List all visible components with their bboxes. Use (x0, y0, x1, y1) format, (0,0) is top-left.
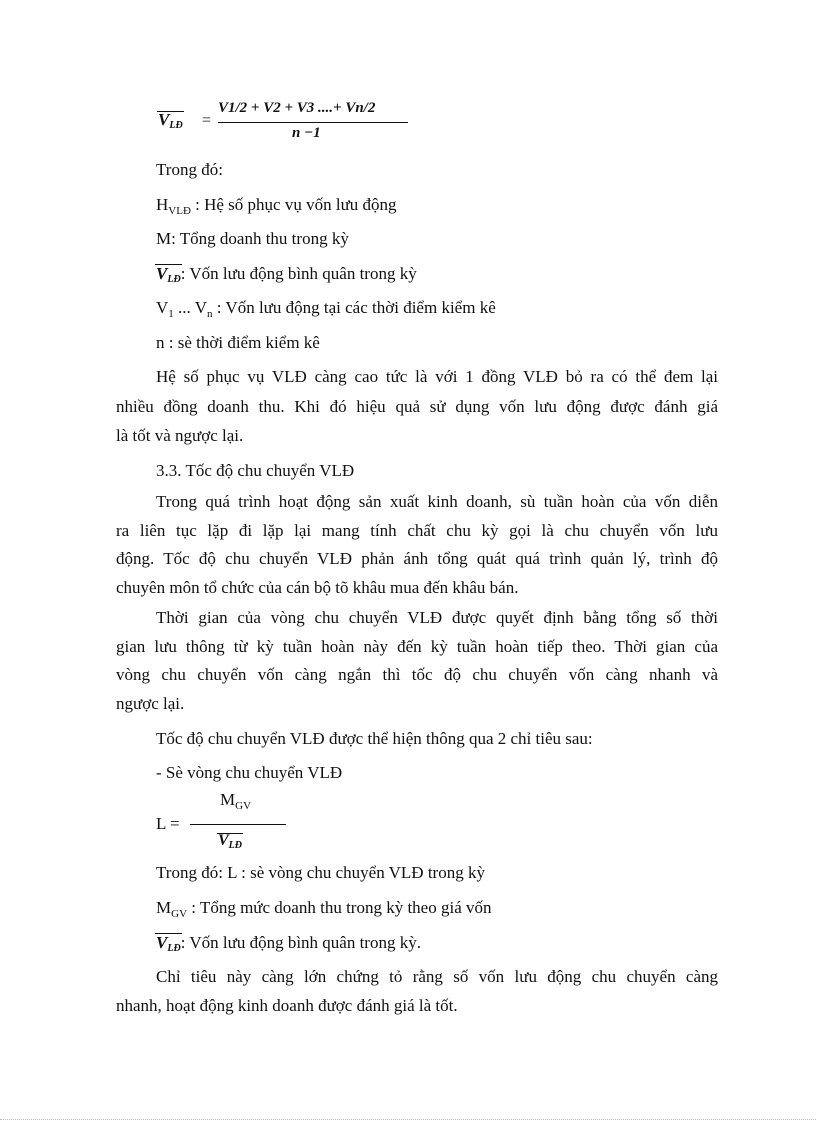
bullet-turnover-count: - Sè vòng chu chuyển VLĐ (156, 763, 343, 782)
formula-numerator: V1/2 + V2 + V3 ....+ Vn/2 (218, 100, 376, 116)
def-n: n : sè thời điểm kiểm kê (156, 333, 320, 352)
para1-line3: là tốt và ngược lại. (116, 426, 244, 445)
section-heading: 3.3. Tốc độ chu chuyển VLĐ (156, 461, 355, 480)
formula2-numerator: $M_{GV}$ (220, 790, 252, 812)
fraction-bar (218, 122, 408, 123)
formula2-fraction-bar (190, 824, 286, 825)
para3-line1: Thời gian của vòng chu chuyển VLĐ được quyết định bằng tổng số thời (156, 608, 718, 627)
def-mgv: $M_{GV}$ : Tổng mức doanh thu trong kỳ theo giá vốn (156, 898, 492, 920)
def-hvld: $H_{VLĐ}$ : Hệ số phục vụ vốn lưu động (156, 195, 397, 217)
formula2-denominator: $V_{LĐ}$ (218, 832, 243, 851)
para2-line4: chuyên môn tổ chức của cán bộ tõ khâu mua đến khâu bán. (116, 578, 519, 597)
formula2-lhs: L = (156, 814, 180, 833)
para2-line2: ra liên tục lặp đi lặp lại mang tính chất chu kỳ gọi là chu chuyển vốn lưu (116, 521, 718, 540)
def-m: M: Tổng doanh thu trong kỳ (156, 229, 349, 248)
formula-denominator: n −1 (292, 125, 321, 141)
def-vld: $V_{LĐ}$: Vốn lưu động bình quân trong kỳ (156, 264, 417, 285)
para5-line2: nhanh, hoạt động kinh doanh được đánh giá là tốt. (116, 996, 458, 1015)
para4: Tốc độ chu chuyển VLĐ được thể hiện thông qua 2 chỉ tiêu sau: (156, 729, 593, 748)
para5-line1: Chỉ tiêu này càng lớn chứng tỏ rằng số vốn lưu động chu chuyển càng (156, 967, 718, 986)
para1-line1: Hệ số phục vụ VLĐ càng cao tức là với 1 đồng VLĐ bỏ ra có thể đem lại (156, 367, 718, 386)
para2-line1: Trong quá trình hoạt động sản xuất kinh doanh, sù tuần hoàn của vốn diễn (156, 492, 718, 511)
para3-line2: gian lưu thông từ kỳ tuần hoàn này đến kỳ tuần hoàn tiếp theo. Thời gian của (116, 637, 718, 656)
para2-line3: động. Tốc độ chu chuyển VLĐ phản ánh tổng quát quá trình quản lý, trình độ (116, 549, 718, 568)
formula-lhs: $V_{LĐ}$ (158, 110, 183, 131)
para3-line4: ngược lại. (116, 694, 185, 713)
para1-line2: nhiều đồng doanh thu. Khi đó hiệu quả sử dụng vốn lưu động được đánh giá (116, 397, 718, 416)
equals-sign: = (202, 112, 212, 129)
para3-line3: vòng chu chuyển vốn càng ngắn thì tốc độ chu chuyển vốn càng nhanh và (116, 665, 718, 684)
def-l: Trong đó: L : sè vòng chu chuyển VLĐ trong kỳ (156, 863, 485, 882)
page-bottom-border (0, 1119, 816, 1120)
turnover-formula (156, 788, 356, 858)
def-v1-vn: $V_1$ ... $V_n$ : Vốn lưu động tại các thời điểm kiểm kê (156, 298, 496, 320)
def-vld-2: $V_{LĐ}$: Vốn lưu động bình quân trong kỳ. (156, 933, 421, 954)
where-label: Trong đó: (156, 160, 223, 179)
average-working-capital-formula (158, 100, 418, 144)
